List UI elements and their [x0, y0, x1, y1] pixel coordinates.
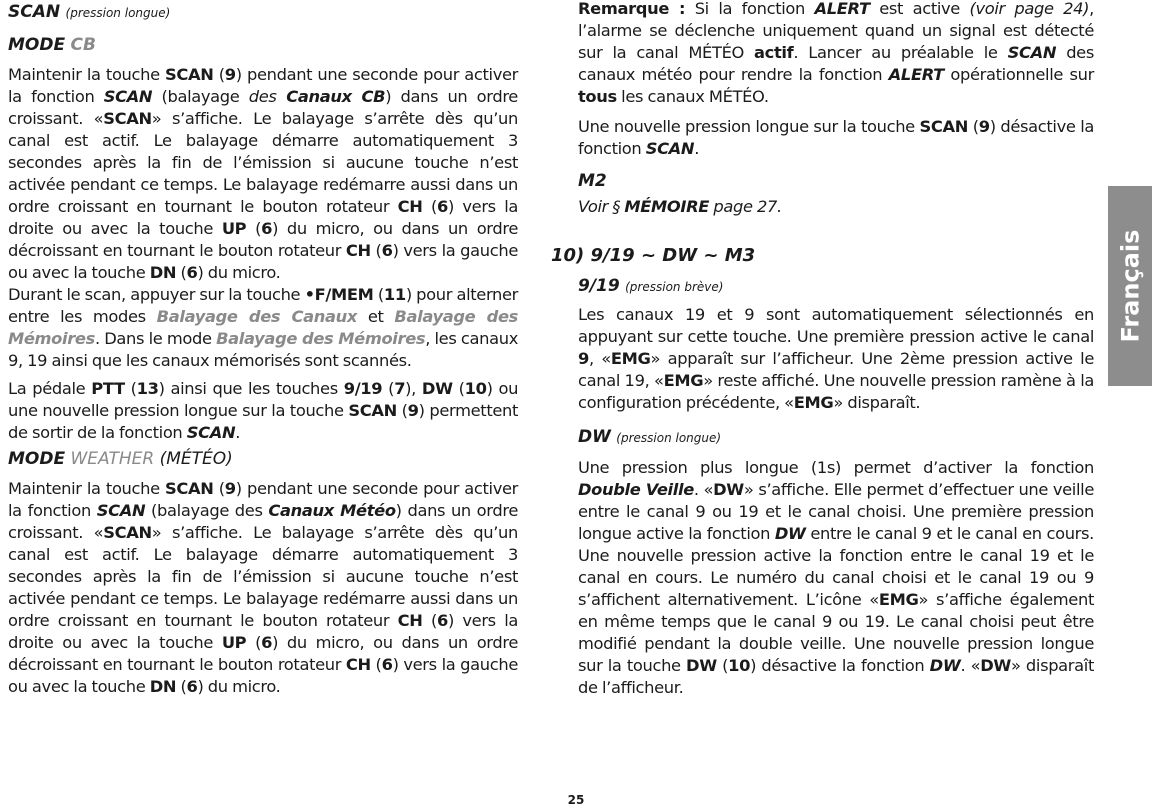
page-number: 25 — [567, 793, 585, 807]
mode-weather-heading: MODE WEATHER (MÉTÉO) — [8, 449, 233, 469]
language-tab — [1108, 186, 1152, 386]
right-column-section-10 — [578, 275, 1094, 699]
heading-dw: DW (pression longue) — [578, 427, 722, 447]
paragraph-scan-deactivate: Une nouvelle pression longue sur la touche SCAN (9) désactive la fonction SCAN. — [578, 117, 1095, 158]
mode-cb-heading: MODE CB — [8, 35, 96, 55]
paragraph-scan-cb: Maintenir la touche SCAN (9) pendant une seconde pour activer la fonction SCAN (balayage des Canaux CB) dans un ordre croissant. «SCAN» s’affiche. Le balayage s’arrête dès qu’un canal est actif. Le balayage démarre automatiquement 3 secondes après la fin de l’émission si aucune touche n’est activée pendant ce temps. Le balayage redémarre aussi dans un ordre croissant en tournant le bouton rotateur CH (6) vers la droite ou avec la touche UP (6) du micro, ou dans un ordre décroissant en tournant le bouton rotateur CH (6) vers la gauche ou avec la touche DN (6) du micro. — [8, 65, 519, 282]
paragraph-dw: Une pression plus longue (1s) permet d’activer la fonction Double Veille. «DW» s’affiche. Elle permet d’effectuer une veille entre le canal 9 ou 19 et le canal choisi. Une première pression longue active la fonction DW entre le canal 9 et le canal en cours. Une nouvelle pression active la fonction entre le canal 19 et le canal en cours. Le numéro du canal choisi et le canal 19 ou 9 s’affichent alternativement. L’icône «EMG» s’affiche également en même temps que le canal 9 ou 19. Le canal choisi peut être modifié pendant la double veille. Une nouvelle pression longue sur la touche DW (10) désactive la fonction DW. «DW» disparaît de l’afficheur. — [578, 458, 1094, 697]
m2-reference: Voir § MÉMOIRE page 27. — [578, 197, 782, 216]
paragraph-9-19: Les canaux 19 et 9 sont automatiquement sélectionnés en appuyant sur cette touche. Une première pression active le canal 9, «EMG» apparaît sur l’afficheur. Une 2ème pression active le canal 19, «EMG» reste affiché. Une nouvelle pression ramène à la configuration précédente, «EMG» disparaît. — [578, 305, 1094, 412]
section-heading-10: 10) 9/19 ~ DW ~ M3 — [551, 245, 756, 266]
language-tab-label: Français — [1116, 229, 1145, 343]
paragraph-scan-weather: Maintenir la touche SCAN (9) pendant une seconde pour activer la fonction SCAN (balayage des Canaux Météo) dans un ordre croissant. «SCAN» s’affiche. Le balayage s’arrête dès qu’un canal est actif. Le balayage démarre automatiquement 3 secondes après la fin de l’émission si aucune touche n’est activée pendant ce temps. Le balayage redémarre aussi dans un ordre croissant en tournant le bouton rotateur CH (6) vers la droite ou avec la touche UP (6) du micro, ou dans un ordre décroissant en tournant le bouton rotateur CH (6) vers la gauche ou avec la touche DN (6) du micro. — [8, 479, 519, 696]
paragraph-alert-note: Remarque : Si la fonction ALERT est active (voir page 24), l’alarme se déclenche uniquement quand un signal est détecté sur la canal MÉTÉO actif. Lancer au préalable le SCAN des canaux météo pour rendre la fonction ALERT opérationnelle sur tous les canaux MÉTÉO. — [578, 0, 1094, 106]
scan-heading: SCAN (pression longue) — [8, 2, 171, 22]
paragraph-scan-exit: La pédale PTT (13) ainsi que les touches 9/19 (7), DW (10) ou une nouvelle pression longue sur la touche SCAN (9) permettent de sortir de la fonction SCAN. — [8, 379, 519, 442]
right-column — [578, 0, 1094, 218]
left-column — [8, 0, 518, 698]
heading-9-19: 9/19 (pression brève) — [578, 276, 724, 296]
paragraph-scan-modes: Durant le scan, appuyer sur la touche •F/MEM (11) pour alterner entre les modes Balayage des Canaux et Balayage des Mémoires. Dans le mode Balayage des Mémoires, les canaux 9, 19 ainsi que les canaux mémorisés sont scannés. — [8, 285, 519, 370]
m2-heading: M2 — [578, 171, 607, 191]
